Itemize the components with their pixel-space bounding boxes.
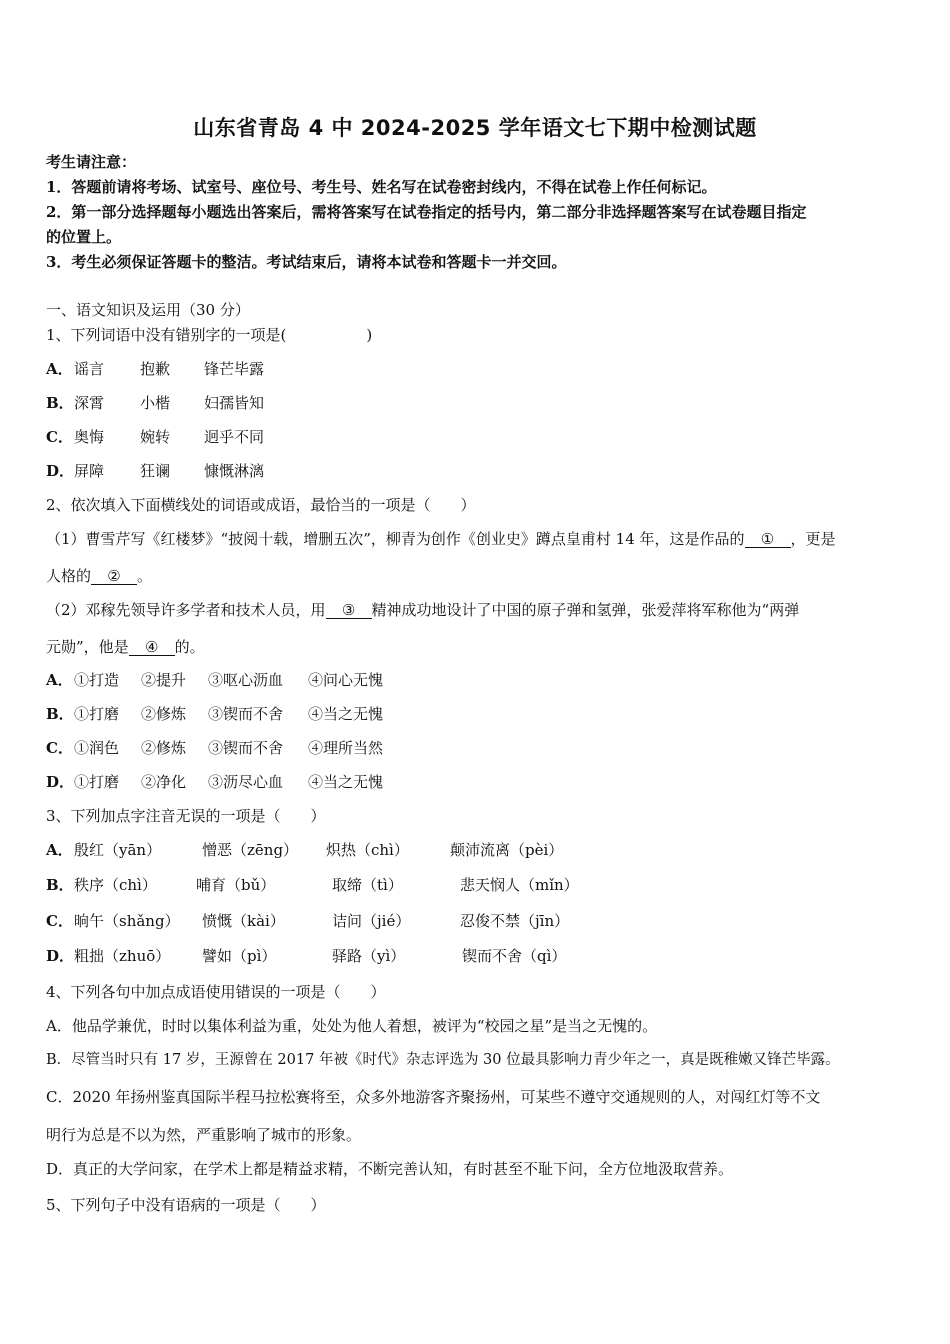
option-word: ②净化 (141, 773, 187, 791)
option-word: ③呕心沥血 (208, 671, 284, 689)
question-4-stem: 4、下列各句中加点成语使用错误的一项是（ ） (46, 983, 386, 1001)
q3-option-d (46, 946, 566, 966)
option-word: 婉转 (140, 428, 171, 446)
option-word: 驿路（yì） (332, 947, 406, 965)
option-letter: C． (46, 912, 73, 930)
q2-option-c (46, 738, 383, 758)
option-word: 屏障 (74, 462, 105, 480)
q1-stem-close: ) (366, 326, 373, 344)
option-letter: B． (46, 876, 74, 894)
option-word: 晌午（shǎng） (74, 912, 180, 930)
passage-text: 的。 (174, 638, 205, 656)
option-word: 粗拙（zhuō） (74, 947, 171, 965)
option-letter: D． (46, 773, 75, 791)
option-word: ②修炼 (141, 705, 187, 723)
fill-blank-1: ① (745, 531, 791, 548)
q2-passage-1-cont (46, 566, 152, 586)
option-word: ①打造 (74, 671, 120, 689)
option-word: ④当之无愧 (308, 705, 384, 723)
option-word: 哺育（bǔ） (196, 876, 276, 894)
q1-option-d (46, 461, 264, 481)
fill-blank-4: ④ (129, 639, 175, 656)
q1-option-c (46, 427, 264, 447)
question-1-stem (46, 325, 372, 345)
option-word: 抱歉 (140, 360, 171, 378)
q1-option-a (46, 359, 264, 379)
option-word: 深霄 (74, 394, 105, 412)
q3-option-b (46, 875, 579, 895)
option-word: 悲天悯人（mǐn） (460, 876, 579, 894)
q4-option-c-cont: 明行为总是不以为然，严重影响了城市的形象。 (46, 1126, 362, 1144)
option-word: ②提升 (141, 671, 187, 689)
option-word: ①打磨 (74, 705, 120, 723)
q4-option-d: D．真正的大学问家，在学术上都是精益求精，不断完善认知，有时甚至不耻下问，全方位地汲取营养。 (46, 1160, 734, 1178)
option-word: 诘问（jié） (332, 912, 411, 930)
option-word: ④理所当然 (308, 739, 384, 757)
section-heading: 一、语文知识及运用（30 分） (46, 301, 250, 319)
option-word: 锋芒毕露 (204, 360, 265, 378)
passage-text: 人格的 (46, 567, 92, 585)
option-word: 忍俊不禁（jīn） (460, 912, 570, 930)
q2-passage-2-cont (46, 637, 205, 657)
notice-item-2: 2．第一部分选择题每小题选出答案后，需将答案写在试卷指定的括号内，第二部分非选择题答案写在试卷题目指定 (46, 203, 807, 221)
option-word: 谣言 (74, 360, 105, 378)
option-word: ①润色 (74, 739, 120, 757)
q4-option-a: A．他品学兼优，时时以集体利益为重，处处为他人着想，被评为“校园之星”是当之无愧的。 (46, 1017, 658, 1035)
q4-option-c: C．2020 年扬州鉴真国际半程马拉松赛将至，众多外地游客齐聚扬州，可某些不遵守交通规则的人，对闯红灯等不文 (46, 1088, 821, 1106)
q2-passage-1 (46, 529, 836, 549)
option-letter: A． (46, 841, 73, 859)
option-word: 譬如（pì） (202, 947, 277, 965)
option-word: 锲而不舍（qì） (462, 947, 567, 965)
option-word: 小楷 (140, 394, 171, 412)
passage-text: （2）邓稼先领导许多学者和技术人员，用 (46, 601, 326, 619)
option-word: 愤慨（kài） (202, 912, 285, 930)
option-word: ③锲而不舍 (208, 705, 284, 723)
option-word: 慷慨淋漓 (204, 462, 265, 480)
passage-text: 精神成功地设计了中国的原子弹和氢弹，张爱萍将军称他为“两弹 (371, 601, 800, 619)
option-word: 妇孺皆知 (204, 394, 265, 412)
option-word: 秩序（chì） (74, 876, 157, 894)
q2-option-b (46, 704, 383, 724)
passage-text: 。 (137, 567, 153, 585)
fill-blank-2: ② (91, 568, 137, 585)
option-word: ④当之无愧 (308, 773, 384, 791)
option-letter: C． (46, 428, 73, 446)
q2-passage-2 (46, 600, 799, 620)
option-word: ④问心无愧 (308, 671, 384, 689)
passage-text: 元勋”，他是 (46, 638, 129, 656)
option-letter: D． (46, 462, 75, 480)
notice-item-2-cont: 的位置上。 (46, 228, 122, 246)
option-letter: C． (46, 739, 73, 757)
q1-stem-text: 1、下列词语中没有错别字的一项是( (46, 326, 287, 344)
option-word: 狂谰 (140, 462, 171, 480)
notice-item-3: 3．考生必须保证答题卡的整洁。考试结束后，请将本试卷和答题卡一并交回。 (46, 253, 567, 271)
page-title: 山东省青岛 4 中 2024-2025 学年语文七下期中检测试题 (193, 116, 757, 140)
q3-option-c (46, 911, 569, 931)
option-word: ③沥尽心血 (208, 773, 284, 791)
option-letter: B． (46, 705, 74, 723)
q3-option-a (46, 840, 563, 860)
option-letter: A． (46, 671, 73, 689)
q4-option-b: B．尽管当时只有 17 岁，王源曾在 2017 年被《时代》杂志评选为 30 位最具影响力青少年之一，真是既稚嫩又锋芒毕露。 (46, 1052, 840, 1068)
option-word: 殷红（yān） (74, 841, 162, 859)
option-word: ③锲而不舍 (208, 739, 284, 757)
option-word: 奥悔 (74, 428, 105, 446)
passage-text: （1）曹雪芹写《红楼梦》“披阅十载，增删五次”，柳青为创作《创业史》蹲点皇甫村 14 年，这是作品的 (46, 530, 745, 548)
question-3-stem: 3、下列加点字注音无误的一项是（ ） (46, 807, 326, 825)
option-word: ②修炼 (141, 739, 187, 757)
option-word: 迥乎不同 (204, 428, 265, 446)
option-word: 颠沛流离（pèi） (450, 841, 564, 859)
notice-heading: 考生请注意： (46, 153, 137, 171)
passage-text: ，更是 (790, 530, 836, 548)
question-5-stem: 5、下列句子中没有语病的一项是（ ） (46, 1196, 326, 1214)
q2-option-d (46, 772, 383, 792)
option-letter: B． (46, 394, 74, 412)
option-word: 取缔（tì） (332, 876, 403, 894)
question-2-stem: 2、依次填入下面横线处的词语或成语，最恰当的一项是（ ） (46, 496, 476, 514)
option-word: 憎恶（zēng） (202, 841, 299, 859)
q1-option-b (46, 393, 264, 413)
q2-option-a (46, 670, 383, 690)
option-letter: A． (46, 360, 73, 378)
notice-item-1: 1．答题前请将考场、试室号、座位号、考生号、姓名写在试卷密封线内，不得在试卷上作任何标记。 (46, 178, 717, 196)
option-word: 炽热（chì） (326, 841, 409, 859)
option-word: ①打磨 (74, 773, 120, 791)
option-letter: D． (46, 947, 75, 965)
fill-blank-3: ③ (326, 602, 372, 619)
